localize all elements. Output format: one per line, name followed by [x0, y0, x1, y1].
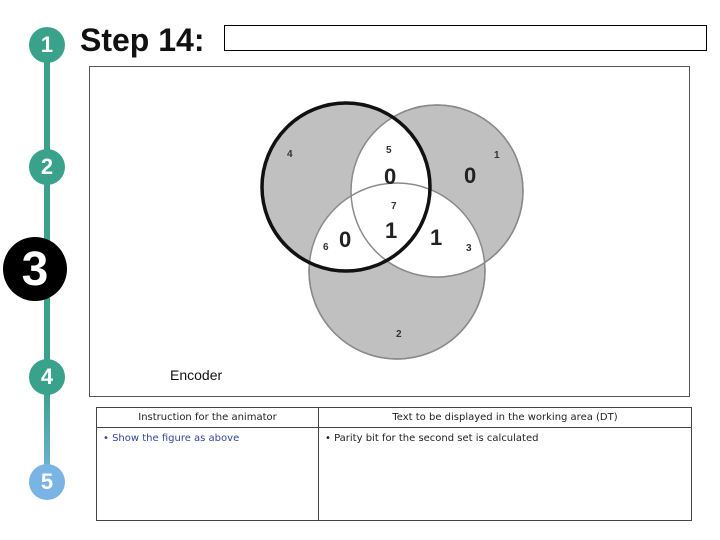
step-3-label: 3 [21, 242, 49, 296]
header-working-area-text: Text to be displayed in the working area (DT) [319, 408, 692, 428]
region-number-5: 5 [386, 145, 392, 156]
step-1-label: 1 [40, 32, 54, 57]
table-header-row [97, 408, 692, 428]
table-row [97, 428, 692, 521]
step-4-label: 4 [40, 364, 54, 389]
region-number-6: 6 [323, 242, 329, 253]
instruction-table [96, 407, 692, 521]
page-title: Step 14: [80, 22, 205, 58]
title-text-field[interactable] [224, 25, 707, 51]
figure-area [89, 66, 690, 397]
step-5-button[interactable] [29, 464, 65, 500]
bit-value-region-5: 0 [384, 164, 397, 189]
region-number-3: 3 [466, 243, 472, 254]
step-2-label: 2 [40, 154, 54, 179]
bit-value-region-7: 1 [385, 218, 398, 243]
step-4-button[interactable] [29, 359, 65, 395]
step-1-button[interactable] [29, 27, 65, 63]
bit-value-region-1: 0 [464, 163, 477, 188]
bit-value-region-3: 1 [430, 225, 443, 250]
figure-caption: Encoder [170, 367, 223, 383]
bit-value-region-6: 0 [339, 227, 352, 252]
region-number-1: 1 [494, 150, 500, 161]
region-number-7: 7 [391, 201, 397, 212]
venn-diagram [90, 67, 691, 398]
cell-working-area-text: • Parity bit for the second set is calculated [319, 428, 692, 521]
region-number-2: 2 [396, 329, 402, 340]
region-number-4: 4 [287, 149, 293, 160]
step-2-button[interactable] [29, 149, 65, 185]
cell-animator-instruction: • Show the figure as above [97, 428, 319, 521]
step-5-label: 5 [40, 469, 54, 494]
header-animator-instruction: Instruction for the animator [97, 408, 319, 428]
step-3-button-current[interactable] [3, 237, 67, 301]
